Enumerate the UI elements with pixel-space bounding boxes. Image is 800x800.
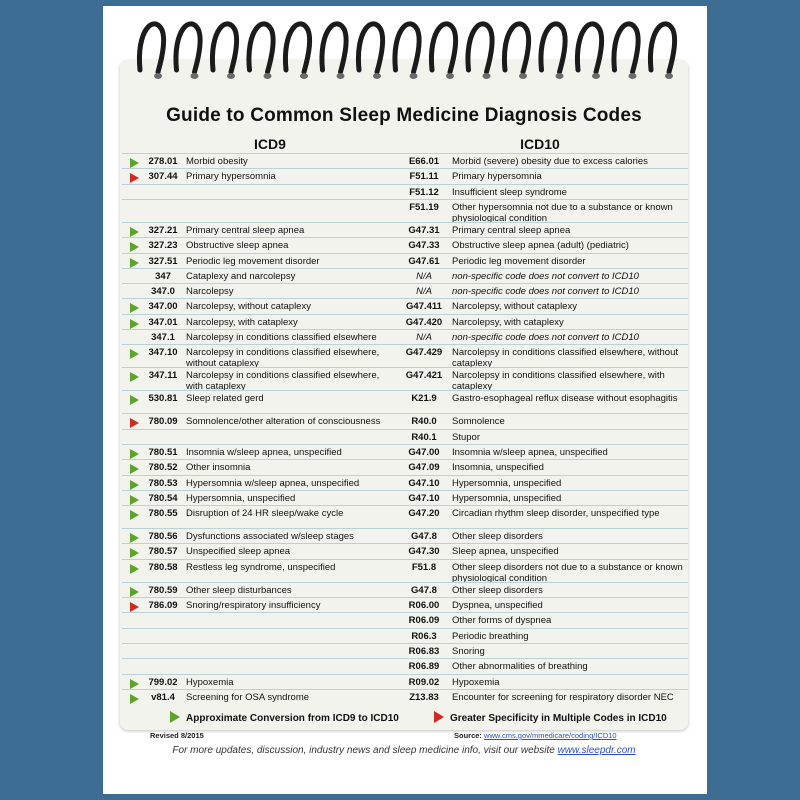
icd9-description: Narcolepsy [186, 286, 234, 298]
icd9-code: 799.02 [148, 676, 178, 688]
icd10-description: Primary hypersomnia [452, 171, 542, 183]
icd10-description: Narcolepsy in conditions classified elsewhere, without cataplexy [452, 347, 679, 370]
icd10-description: Morbid (severe) obesity due to excess calories [452, 156, 648, 167]
icd9-description: Hypersomnia w/sleep apnea, unspecified [186, 477, 360, 489]
icd9-code: 780.54 [148, 492, 178, 504]
revised-date: Revised 8/2015 [150, 731, 204, 740]
icd9-description: Other sleep disturbances [186, 584, 292, 596]
icd10-code: G47.31 [408, 224, 440, 236]
icd10-description: Narcolepsy, with cataplexy [452, 316, 564, 328]
green-arrow-icon [130, 480, 139, 490]
icd9-description: Primary hypersomnia [186, 171, 276, 183]
table-row [122, 168, 688, 184]
green-arrow-icon [130, 349, 139, 359]
source-label: Source: [454, 731, 482, 740]
green-arrow-icon [170, 711, 180, 723]
icd9-code: 278.01 [148, 156, 178, 167]
icd10-description: Other forms of dyspnea [452, 615, 552, 627]
icd10-description: Circadian rhythm sleep disorder, unspecified type [452, 508, 660, 520]
green-arrow-icon [130, 319, 139, 329]
spiral-binding-icon [0, 0, 800, 110]
icd9-description: Periodic leg movement disorder [186, 255, 320, 267]
icd10-description: Somnolence [452, 416, 505, 428]
table-row [122, 528, 688, 544]
icd10-code: R40.1 [411, 431, 437, 443]
icd10-code: G47.61 [408, 255, 440, 267]
table-row [122, 222, 688, 238]
legend-red-label: Greater Specificity in Multiple Codes in ICD10 [450, 713, 667, 724]
icd9-code: 307.44 [148, 171, 178, 183]
footer-text: For more updates, discussion, industry news and sleep medicine info, visit our website [172, 745, 555, 756]
icd10-code: E66.01 [408, 156, 440, 167]
icd10-description: Primary central sleep apnea [452, 224, 571, 236]
icd9-description: Morbid obesity [186, 156, 248, 167]
icd9-code: v81.4 [151, 691, 175, 703]
icd10-description: Hypersomnia, unspecified [452, 492, 562, 504]
icd9-code: 780.53 [148, 477, 178, 489]
table-row [122, 490, 688, 506]
icd9-description: Snoring/respiratory insufficiency [186, 600, 321, 611]
table-row [122, 413, 688, 429]
icd10-code: G47.30 [408, 546, 440, 558]
table-row [122, 367, 688, 391]
source-link[interactable]: www.cms.gov/mmedicare/coding/ICD10 [484, 731, 617, 740]
green-arrow-icon [130, 158, 139, 168]
icd9-description: Narcolepsy, with cataplexy [186, 316, 298, 328]
table-row [122, 329, 688, 345]
icd10-column-header: ICD10 [520, 136, 560, 152]
table-row [122, 344, 688, 368]
green-arrow-icon [130, 510, 139, 520]
icd10-description: Insomnia w/sleep apnea, unspecified [452, 446, 608, 458]
icd10-description: Insomnia, unspecified [452, 462, 544, 474]
icd10-code: R06.83 [408, 645, 440, 657]
icd9-description: Narcolepsy, without cataplexy [186, 301, 311, 313]
icd10-description: Other abnormalities of breathing [452, 661, 588, 673]
green-arrow-icon [130, 449, 139, 459]
red-arrow-icon [130, 418, 139, 428]
icd9-description: Cataplexy and narcolepsy [186, 270, 296, 282]
table-row [122, 597, 688, 613]
green-arrow-icon [130, 258, 139, 268]
table-row [122, 674, 688, 690]
icd9-code: 780.57 [148, 546, 178, 558]
icd9-description: Hypoxemia [186, 676, 234, 688]
icd9-code: 327.23 [148, 240, 178, 252]
icd10-code: G47.20 [408, 508, 440, 520]
icd10-description: non-specific code does not convert to ICD10 [452, 270, 639, 282]
icd10-code: R06.00 [408, 600, 440, 611]
icd10-description: Dyspnea, unspecified [452, 600, 543, 611]
icd10-description: Snoring [452, 645, 485, 657]
icd9-description: Unspecified sleep apnea [186, 546, 291, 558]
icd10-description: Narcolepsy, without cataplexy [452, 301, 577, 313]
green-arrow-icon [130, 679, 139, 689]
icd10-description: Other sleep disorders [452, 531, 543, 543]
table-row [122, 429, 688, 445]
icd10-code: R06.3 [411, 630, 437, 642]
table-row [122, 298, 688, 314]
table-row [122, 658, 688, 674]
icd9-code: 347.11 [148, 370, 178, 382]
icd9-description: Other insomnia [186, 462, 251, 474]
icd10-description: Gastro-esophageal reflux disease without esophagitis [452, 393, 678, 405]
icd9-description: Screening for OSA syndrome [186, 691, 310, 703]
icd10-description: Other sleep disorders [452, 584, 543, 596]
table-row [122, 314, 688, 330]
icd10-code: F51.8 [411, 561, 437, 573]
footer-website-link[interactable]: www.sleepdr.com [557, 745, 636, 756]
icd10-code: G47.33 [408, 240, 440, 252]
green-arrow-icon [130, 548, 139, 558]
source-note [454, 731, 617, 740]
icd9-code: 780.59 [148, 584, 178, 596]
table-row [122, 689, 688, 713]
table-row [122, 643, 688, 659]
table-row [122, 505, 688, 529]
icd9-description: Restless leg syndrome, unspecified [186, 561, 336, 573]
green-arrow-icon [130, 227, 139, 237]
icd9-code: 347.10 [148, 347, 178, 359]
icd10-code: R09.02 [408, 676, 440, 688]
icd9-code: 780.56 [148, 531, 178, 543]
page-title: Guide to Common Sleep Medicine Diagnosis Codes [166, 105, 642, 126]
icd9-code: 347.00 [148, 301, 178, 313]
table-row [122, 199, 688, 223]
icd10-code: G47.420 [405, 316, 443, 328]
table-row [122, 444, 688, 460]
table-row [122, 582, 688, 598]
icd9-description: Narcolepsy in conditions classified elsewhere, with cataplexy [186, 370, 380, 393]
green-arrow-icon [130, 372, 139, 382]
icd9-description: Disruption of 24 HR sleep/wake cycle [186, 508, 344, 520]
icd9-code: 327.21 [148, 224, 178, 236]
green-arrow-icon [130, 303, 139, 313]
table-row [122, 253, 688, 269]
table-row [122, 153, 688, 169]
icd9-code: 347.01 [148, 316, 178, 328]
icd10-code: R06.89 [408, 661, 440, 673]
icd9-code: 780.09 [148, 416, 178, 428]
icd9-code: 327.51 [148, 255, 178, 267]
icd10-code: N/A [416, 332, 432, 343]
icd10-code: G47.421 [405, 370, 443, 382]
icd10-description: non-specific code does not convert to ICD10 [452, 286, 639, 298]
icd10-code: N/A [416, 286, 432, 298]
table-row [122, 390, 688, 414]
icd9-code: 530.81 [148, 393, 178, 405]
icd10-description: Narcolepsy in conditions classified elsewhere, with cataplexy [452, 370, 665, 393]
icd10-code: F51.19 [409, 201, 439, 213]
table-row [122, 543, 688, 559]
icd9-description: Obstructive sleep apnea [186, 240, 289, 252]
red-arrow-icon [130, 602, 139, 612]
icd10-code: G47.10 [408, 492, 440, 504]
icd9-description: Insomnia w/sleep apnea, unspecified [186, 446, 342, 458]
icd9-description: Somnolence/other alteration of consciousness [186, 416, 381, 428]
icd9-code: 780.52 [148, 462, 178, 474]
table-row [122, 459, 688, 475]
icd9-code: 780.58 [148, 561, 178, 573]
icd10-code: G47.429 [405, 347, 443, 359]
icd10-description: Periodic breathing [452, 630, 529, 642]
green-arrow-icon [130, 464, 139, 474]
green-arrow-icon [130, 587, 139, 597]
footer-note [120, 745, 688, 756]
icd9-code: 347 [155, 270, 171, 282]
icd9-code: 780.51 [148, 446, 178, 458]
icd9-description: Dysfunctions associated w/sleep stages [186, 531, 354, 543]
red-arrow-icon [130, 173, 139, 183]
icd10-description: Sleep apnea, unspecified [452, 546, 559, 558]
icd10-code: K21.9 [411, 393, 437, 405]
icd9-code: 347.0 [151, 286, 175, 298]
icd9-description: Narcolepsy in conditions classified elsewhere [186, 332, 377, 343]
icd10-code: R40.0 [411, 416, 437, 428]
icd10-code: G47.8 [411, 584, 437, 596]
green-arrow-icon [130, 495, 139, 505]
table-row [122, 612, 688, 628]
icd10-code: G47.411 [406, 301, 442, 313]
icd10-code: G47.8 [411, 531, 437, 543]
green-arrow-icon [130, 564, 139, 574]
icd9-description: Hypersomnia, unspecified [186, 492, 296, 504]
legend-green-label: Approximate Conversion from ICD9 to ICD10 [186, 713, 399, 724]
icd9-column-header: ICD9 [254, 136, 286, 152]
icd9-description: Primary central sleep apnea [186, 224, 305, 236]
icd10-description: Periodic leg movement disorder [452, 255, 586, 267]
green-arrow-icon [130, 242, 139, 252]
icd9-description: Narcolepsy in conditions classified elsewhere, without cataplexy [186, 347, 380, 370]
icd10-description: Stupor [452, 431, 480, 443]
table-row [122, 283, 688, 299]
icd10-description: Encounter for screening for respiratory disorder NEC [452, 691, 674, 703]
table-row [122, 475, 688, 491]
icd10-description: Hypoxemia [452, 676, 500, 688]
icd10-code: G47.10 [408, 477, 440, 489]
icd10-code: R06.09 [408, 615, 440, 627]
icd9-code: 786.09 [148, 600, 178, 611]
icd10-code: Z13.83 [409, 691, 439, 703]
icd10-description: non-specific code does not convert to ICD10 [452, 332, 639, 343]
icd10-description: Hypersomnia, unspecified [452, 477, 562, 489]
icd9-code: 347.1 [151, 332, 175, 343]
icd10-code: F51.11 [409, 171, 439, 183]
green-arrow-icon [130, 533, 139, 543]
green-arrow-icon [130, 395, 139, 405]
icd9-description: Sleep related gerd [186, 393, 264, 405]
icd10-description: Insufficient sleep syndrome [452, 186, 567, 198]
icd10-code: G47.00 [408, 446, 440, 458]
icd10-code: G47.09 [408, 462, 440, 474]
table-row [122, 237, 688, 253]
red-arrow-icon [434, 711, 444, 723]
icd10-description: Other hypersomnia not due to a substance or known physiological condition [452, 201, 673, 224]
icd10-description: Obstructive sleep apnea (adult) (pediatric) [452, 240, 629, 252]
table-row [122, 268, 688, 284]
table-row [122, 184, 688, 200]
icd10-code: F51.12 [409, 186, 439, 198]
icd9-code: 780.55 [148, 508, 178, 520]
table-row [122, 559, 688, 583]
green-arrow-icon [130, 694, 139, 704]
icd10-code: N/A [416, 270, 432, 282]
icd10-description: Other sleep disorders not due to a substance or known physiological condition [452, 561, 683, 584]
table-row [122, 628, 688, 644]
